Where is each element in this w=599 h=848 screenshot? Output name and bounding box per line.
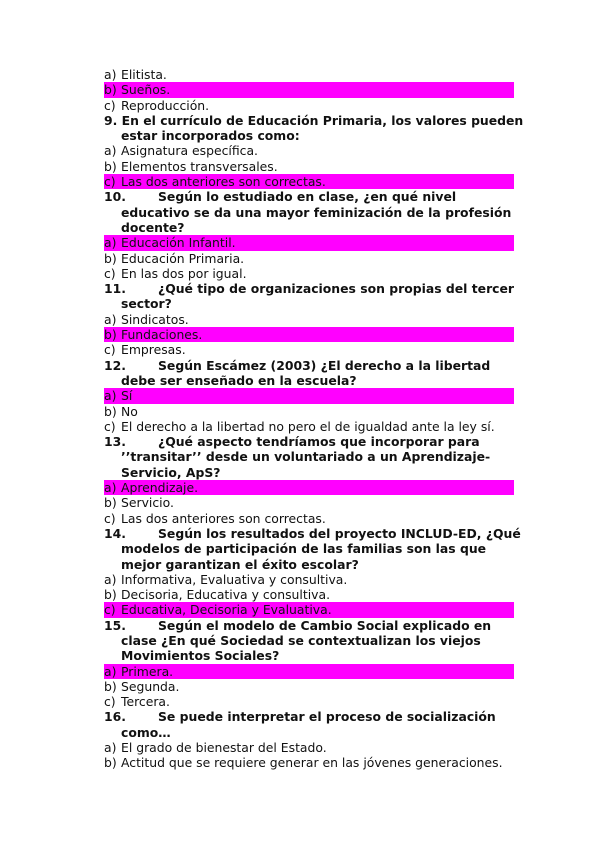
question-text: clase ¿En qué Sociedad se contextualizan los viejos: [121, 632, 481, 648]
question-text: como…: [121, 724, 171, 740]
option-text: Decisoria, Educativa y consultiva.: [121, 587, 331, 603]
answer-option-highlighted: [104, 174, 514, 189]
option-text: Elementos transversales.: [121, 158, 278, 174]
question-continuation: [104, 128, 514, 143]
answer-option: [104, 694, 514, 709]
answer-option-highlighted: [104, 480, 514, 495]
option-letter: c): [104, 174, 116, 190]
question-continuation: [104, 648, 514, 663]
option-letter: a): [104, 480, 117, 496]
question-text: Según Escámez (2003) ¿El derecho a la libertad: [158, 357, 491, 373]
question-text: Se puede interpretar el proceso de socialización: [158, 709, 496, 725]
option-text: Empresas.: [121, 342, 186, 358]
question-continuation: [104, 205, 514, 220]
option-text: Actitud que se requiere generar en las jóvenes generaciones.: [121, 755, 503, 771]
answer-option: [104, 740, 514, 755]
option-text: No: [121, 403, 138, 419]
question-number: 14.: [104, 525, 126, 541]
option-text: Las dos anteriores son correctas.: [121, 174, 326, 190]
question-text: Según los resultados del proyecto INCLUD-ED, ¿Qué: [158, 525, 521, 541]
question-line: [104, 358, 514, 373]
option-text: Educación Primaria.: [121, 250, 245, 266]
question-line: [104, 434, 514, 449]
question-text: Servicio, ApS?: [121, 464, 221, 480]
option-letter: b): [104, 82, 117, 98]
option-text: Educación Infantil.: [121, 235, 236, 251]
answer-option: [104, 495, 514, 510]
option-text: Sí: [121, 388, 133, 404]
question-line: [104, 618, 514, 633]
answer-option-highlighted: [104, 327, 514, 342]
answer-option: [104, 98, 514, 113]
question-text: modelos de participación de las familias son las que: [121, 541, 487, 557]
answer-option: [104, 67, 514, 82]
question-continuation: [104, 373, 514, 388]
option-letter: b): [104, 403, 117, 419]
question-number: 12.: [104, 357, 126, 373]
option-text: Segunda.: [121, 678, 180, 694]
question-continuation: [104, 220, 514, 235]
answer-option: [104, 159, 514, 174]
option-text: Sueños.: [121, 82, 171, 98]
answer-option-highlighted: [104, 235, 514, 250]
exam-page: [104, 67, 524, 771]
question-line: [104, 525, 521, 541]
option-letter: a): [104, 388, 117, 404]
option-letter: b): [104, 678, 117, 694]
option-text: Elitista.: [121, 67, 167, 82]
question-line: [104, 112, 524, 128]
question-number: 10.: [104, 189, 126, 205]
question-number: 13.: [104, 434, 126, 450]
question-continuation: [104, 449, 514, 464]
question-text: ¿Qué tipo de organizaciones son propias del tercer: [158, 281, 515, 297]
question-line: [104, 281, 514, 296]
option-letter: a): [104, 67, 117, 82]
question-continuation: [104, 465, 514, 480]
option-letter: a): [104, 235, 117, 251]
question-text: docente?: [121, 219, 185, 235]
question-text: Según el modelo de Cambio Social explicado en: [158, 617, 492, 633]
option-letter: c): [104, 265, 116, 281]
question-line: [104, 189, 514, 204]
answer-option: [104, 572, 514, 587]
question-continuation: [104, 633, 514, 648]
question-text: educativo se da una mayor feminización de la profesión: [121, 204, 512, 220]
option-letter: c): [104, 342, 116, 358]
option-text: Informativa, Evaluativa y consultiva.: [121, 571, 348, 587]
answer-option: [104, 679, 514, 694]
question-text: Movimientos Sociales?: [121, 648, 280, 664]
question-number: 11.: [104, 281, 126, 297]
question-number: 15.: [104, 617, 126, 633]
option-text: Sindicatos.: [121, 311, 189, 327]
answer-option: [104, 404, 514, 419]
option-text: El grado de bienestar del Estado.: [121, 740, 327, 756]
question-continuation: [104, 725, 514, 740]
answer-option-highlighted: [104, 664, 514, 679]
option-letter: a): [104, 143, 117, 159]
question-number: 16.: [104, 709, 126, 725]
question-continuation: [104, 296, 514, 311]
option-text: Aprendizaje.: [121, 480, 199, 496]
option-text: Las dos anteriores son correctas.: [121, 510, 326, 526]
answer-option: [104, 587, 514, 602]
option-letter: b): [104, 755, 117, 771]
question-text: debe ser enseñado en la escuela?: [121, 372, 357, 388]
option-letter: c): [104, 97, 116, 113]
question-continuation: [104, 541, 514, 556]
option-text: Educativa, Decisoria y Evaluativa.: [121, 602, 332, 618]
answer-option: [104, 419, 514, 434]
question-text: ’’transitar’’ desde un voluntariado a un Aprendizaje-: [121, 449, 491, 465]
answer-option: [104, 251, 514, 266]
option-text: En las dos por igual.: [121, 265, 247, 281]
option-letter: b): [104, 587, 117, 603]
answer-option-highlighted: [104, 602, 514, 617]
answer-option-highlighted: [104, 82, 514, 97]
option-letter: a): [104, 311, 117, 327]
option-letter: b): [104, 327, 117, 343]
question-continuation: [104, 557, 514, 572]
option-letter: b): [104, 250, 117, 266]
option-letter: b): [104, 495, 117, 511]
option-text: El derecho a la libertad no pero el de igualdad ante la ley sí.: [121, 418, 495, 434]
option-letter: b): [104, 158, 117, 174]
question-text: mejor garantizan el éxito escolar?: [121, 556, 359, 572]
answer-option: [104, 312, 514, 327]
answer-option-highlighted: [104, 388, 514, 403]
option-letter: c): [104, 418, 116, 434]
option-letter: c): [104, 510, 116, 526]
option-letter: c): [104, 602, 116, 618]
option-text: Primera.: [121, 663, 174, 679]
answer-option: [104, 266, 514, 281]
option-letter: a): [104, 571, 117, 587]
answer-option: [104, 342, 514, 357]
option-text: Reproducción.: [121, 97, 210, 113]
option-text: Asignatura específica.: [121, 143, 258, 159]
option-letter: a): [104, 663, 117, 679]
option-letter: a): [104, 740, 117, 756]
option-letter: c): [104, 694, 116, 710]
option-text: Tercera.: [121, 694, 170, 710]
question-text: Según lo estudiado en clase, ¿en qué nivel: [158, 189, 457, 205]
option-text: Servicio.: [121, 495, 174, 511]
question-text: ¿Qué aspecto tendríamos que incorporar para: [158, 434, 480, 450]
answer-option: [104, 143, 514, 158]
answer-option: [104, 755, 514, 770]
question-text: 9. En el currículo de Educación Primaria, los valores pueden: [104, 112, 524, 128]
question-text: estar incorporados como:: [121, 128, 300, 144]
question-text: sector?: [121, 296, 172, 312]
answer-option: [104, 511, 514, 526]
option-text: Fundaciones.: [121, 327, 203, 343]
question-line: [104, 709, 514, 724]
